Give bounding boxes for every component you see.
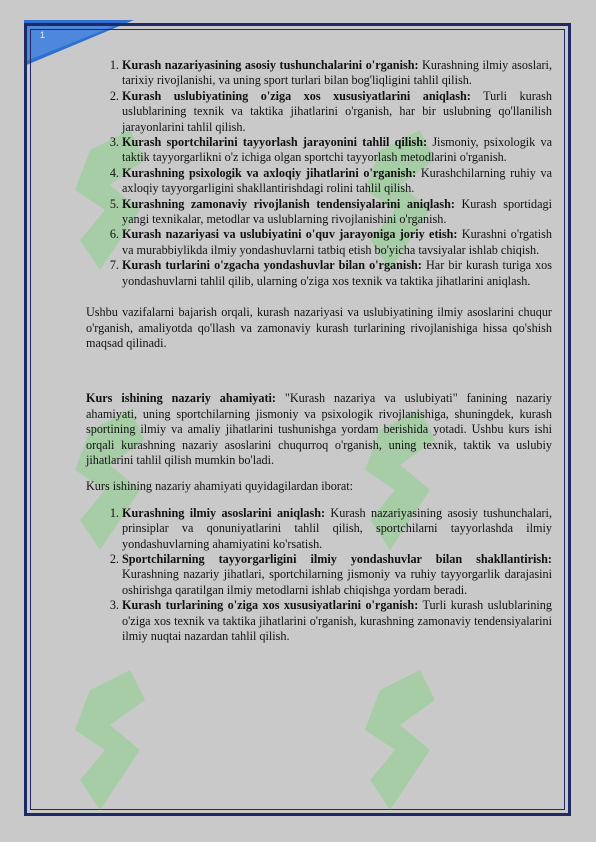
list-item xyxy=(122,598,552,644)
list-item-text: Kurashning ilmiy asoslari, tarixiy rivojlanishi, va uning sport turlari bilan bog'liqligini tahlil qilish. xyxy=(122,58,552,88)
list-item-text: Jismoniy, psixologik va taktik tayyorgarlikni o'z ichiga olgan sportchi tayyorlash metodlarini o'rganish. xyxy=(122,135,552,165)
list-item-title: Kurashning ilmiy asoslarini aniqlash: xyxy=(122,505,326,520)
significance-heading: Kurs ishining nazariy ahamiyati: xyxy=(86,391,276,406)
list-item xyxy=(122,552,552,598)
list-item xyxy=(122,227,552,258)
list-item xyxy=(122,166,552,197)
list-item-title: Kurash turlarining o'ziga xos xususiyatlarini o'rganish: xyxy=(122,598,419,613)
list-item-text: Har bir kurash turiga xos yondashuvlarni tahlil qilib, ularning o'ziga xos texnik va taktika jihatlarini aniqlash. xyxy=(122,258,552,288)
list-item-text: Kurash sportidagi yangi texnikalar, metodlar va uslublarning rivojlanishini o'rganish. xyxy=(122,196,552,227)
significance-text: "Kurash nazariya va uslubiyati" fanining nazariy ahamiyati, uning sportchilarning jismoniy va psixologik rivojlanishiga, shuningdek, kurash sportining ilmiy va amaliy jihatlarini tushunishga yordam berishida yotadi. Ushbu kurs ishi orqali kurashning nazariy asoslarini chuqurroq o'rganish, uning texnik, taktik va uslubiy jihatlarini tahlil qilish mumkin bo'ladi. xyxy=(86,391,552,467)
list-item-title: Kurash sportchilarini tayyorlash jarayonini tahlil qilish: xyxy=(122,135,428,150)
list-item-title: Kurash turlarini o'zgacha yondashuvlar bilan o'rganish: xyxy=(122,258,422,273)
list-item-text: Turli kurash uslublarining texnik va taktika jihatlarini o'rganish, har bir uslubning qo'llanilish jarayonlarini tahlil qilish. xyxy=(122,88,552,134)
significance-list xyxy=(86,506,552,645)
list-item-title: Kurashning psixologik va axloqiy jihatlarini o'rganish: xyxy=(122,165,417,180)
list-item-title: Sportchilarning tayyorgarligini ilmiy yondashuvlar bilan shakllantirish: xyxy=(122,551,552,566)
list-item-text: Turli kurash uslublarining o'ziga xos texnik va taktika jihatlarini o'rganish, kurashning zamonaviy tendensiyalarini ilmiy nuqtai nazardan tahlil qilish. xyxy=(122,598,552,643)
list-item xyxy=(122,58,552,89)
list-item-text: Kurashning nazariy jihatlari, sportchilarning jismoniy va ruhiy tayyorgarlik darajasini oshirishga qaratilgan ilmiy metodlarni ishlab chiqishga yordam beradi. xyxy=(122,567,552,597)
list-intro-paragraph: Kurs ishining nazariy ahamiyati quyidagilardan iborat: xyxy=(86,479,354,494)
list-item xyxy=(122,506,552,552)
list-item xyxy=(122,258,552,289)
list-item-title: Kurash uslubiyatining o'ziga xos xususiyatlarini aniqlash: xyxy=(122,88,471,103)
page-number: 1 xyxy=(40,30,46,40)
list-item-title: Kurash nazariyasining asosiy tushunchalarini o'rganish: xyxy=(122,58,419,72)
list-item-title: Kurash nazariyasi va uslubiyatini o'quv jarayoniga joriy etish: xyxy=(122,227,458,242)
document-body xyxy=(86,58,552,644)
summary-paragraph: Ushbu vazifalarni bajarish orqali, kurash nazariyasi va uslubiyatining ilmiy asoslarini chuqur o'rganish, amaliyotda qo'llash va zamonaviy kurash turlarining rivojlanishiga hissa qo'shish maqsad qilinadi. xyxy=(86,305,552,350)
significance-paragraph xyxy=(86,391,552,468)
list-item-text: Kurashchilarning ruhiy va axloqiy tayyorgarligini shakllantirishdagi rolini tahlil qilish. xyxy=(122,165,552,196)
tasks-list xyxy=(86,58,552,289)
list-item-text: Kurash nazariyasining asosiy tushunchalari, prinsiplar va qonuniyatlarini tahlil qilish, sportchilarni tayyorlashda ilmiy yondashuvlarning ahamiyatini ko'rsatish. xyxy=(122,505,552,551)
list-item-text: Kurashni o'rgatish va murabbiylikda ilmiy yondashuvlarni tatbiq etish bo'yicha tavsiyalar ishlab chiqish. xyxy=(122,227,552,257)
list-item xyxy=(122,197,552,228)
list-item xyxy=(122,89,552,135)
list-item-title: Kurashning zamonaviy rivojlanish tendensiyalarini aniqlash: xyxy=(122,196,455,211)
list-item xyxy=(122,135,552,166)
